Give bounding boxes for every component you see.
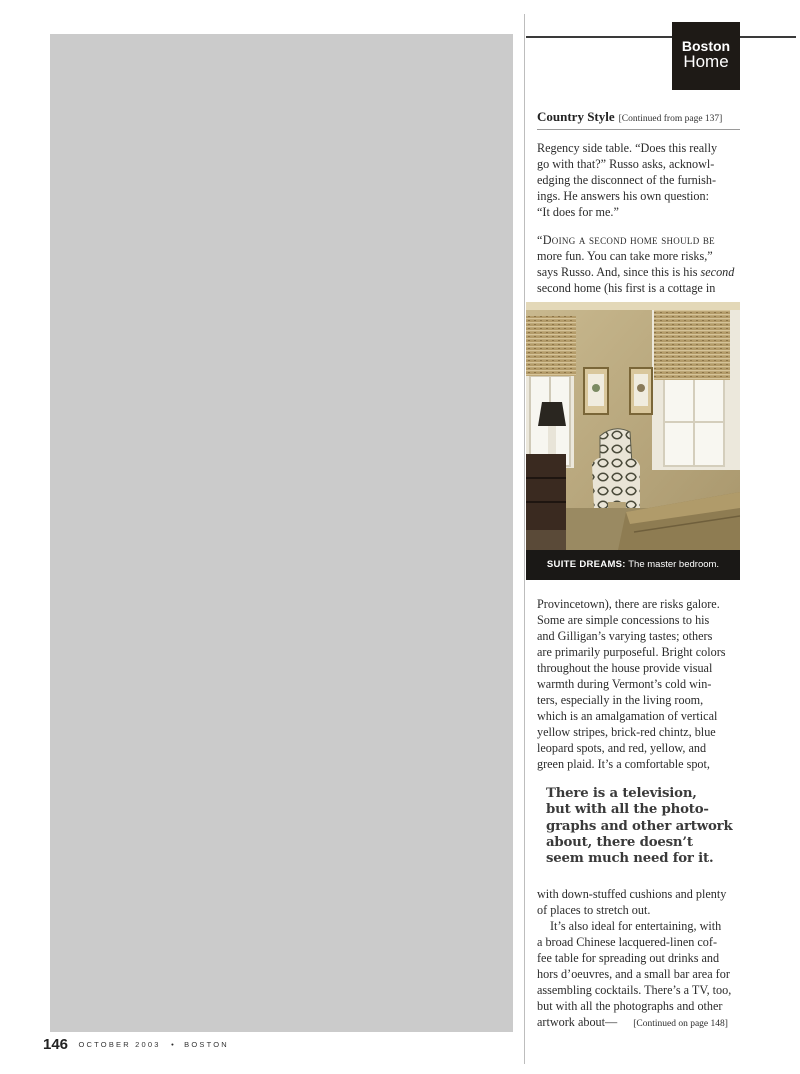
text-line: but with all the photographs and other bbox=[537, 999, 723, 1013]
section-title: Country Style bbox=[537, 109, 615, 124]
text-line: ters, especially in the living room, bbox=[537, 693, 704, 707]
text-line: with down-stuffed cushions and plenty bbox=[537, 887, 727, 901]
pull-quote bbox=[546, 786, 746, 867]
text-line: yellow stripes, brick-red chintz, blue bbox=[537, 725, 716, 739]
text-line: Some are simple concessions to his bbox=[537, 613, 710, 627]
text-fragment: says Russo. And, since this is his bbox=[537, 265, 701, 279]
caption-text: The master bedroom. bbox=[625, 559, 720, 570]
text-line: of places to stretch out. bbox=[537, 903, 651, 917]
page-number: 146 bbox=[43, 1036, 69, 1053]
pull-quote-line: graphs and other artwork bbox=[546, 818, 733, 834]
photo-caption bbox=[526, 550, 740, 580]
text-line: hors d’oeuvres, and a small bar area for bbox=[537, 967, 730, 981]
bedroom-illustration bbox=[526, 302, 740, 550]
text-line: which is an amalgamation of vertical bbox=[537, 709, 718, 723]
column-divider bbox=[524, 14, 525, 1064]
pull-quote-line: seem much need for it. bbox=[546, 851, 714, 867]
pull-quote-line: about, there doesn’t bbox=[546, 834, 693, 850]
continued-from: [Continued from page 137] bbox=[618, 114, 723, 124]
page-footer bbox=[43, 1036, 229, 1054]
caption-lead: SUITE DREAMS: bbox=[546, 559, 626, 570]
continued-on: [Continued on page 148] bbox=[633, 1019, 728, 1029]
text-line: are primarily purposeful. Bright colors bbox=[537, 645, 726, 659]
advertisement-placeholder bbox=[50, 34, 513, 1032]
text-fragment: artwork about— bbox=[537, 1015, 618, 1029]
text-line: edging the disconnect of the furnish- bbox=[537, 173, 717, 187]
paragraph-3 bbox=[537, 596, 743, 772]
text-line: go with that?” Russo asks, acknowl- bbox=[537, 157, 715, 171]
publication-name: BOSTON bbox=[184, 1040, 229, 1049]
footer-separator: • bbox=[171, 1040, 174, 1049]
text-line: leopard spots, and red, yellow, and bbox=[537, 741, 707, 755]
text-line: more fun. You can take more risks,” bbox=[537, 249, 713, 263]
text-line: warmth during Vermont’s cold win- bbox=[537, 677, 712, 691]
text-line bbox=[537, 1014, 743, 1032]
emphasis: second bbox=[700, 265, 735, 279]
pull-quote-line: but with all the photo- bbox=[546, 802, 709, 818]
text-line: “It does for me.” bbox=[537, 205, 619, 219]
pull-quote-line: There is a television, bbox=[546, 786, 697, 801]
section-heading bbox=[537, 108, 740, 130]
paragraph-1 bbox=[537, 140, 743, 220]
text-line: a broad Chinese lacquered-linen cof- bbox=[537, 935, 718, 949]
header-rule bbox=[526, 36, 796, 38]
badge-line-1: Boston bbox=[681, 38, 731, 54]
text-line: ings. He answers his own question: bbox=[537, 189, 709, 203]
issue-date: OCTOBER 2003 bbox=[78, 1040, 161, 1049]
text-line: and Gilligan’s varying tastes; others bbox=[537, 629, 713, 643]
paragraph-2 bbox=[537, 232, 743, 296]
paragraph-4 bbox=[537, 886, 743, 1032]
master-bedroom-photo bbox=[526, 302, 740, 550]
text-line: assembling cocktails. There’s a TV, too, bbox=[537, 983, 732, 997]
text-line: fee table for spreading out drinks and bbox=[537, 951, 720, 965]
text-line bbox=[537, 264, 743, 280]
boston-home-badge bbox=[672, 22, 740, 90]
badge-line-2: Home bbox=[683, 52, 729, 71]
text-line: Regency side table. “Does this really bbox=[537, 141, 718, 155]
text-line: green plaid. It’s a comfortable spot, bbox=[537, 757, 710, 771]
text-line: It’s also ideal for entertaining, with bbox=[550, 919, 722, 933]
lead-in-smallcaps: “Doing a second home should be bbox=[537, 233, 715, 247]
text-line: throughout the house provide visual bbox=[537, 661, 713, 675]
text-line: second home (his first is a cottage in bbox=[537, 281, 716, 295]
text-line: Provincetown), there are risks galore. bbox=[537, 597, 720, 611]
